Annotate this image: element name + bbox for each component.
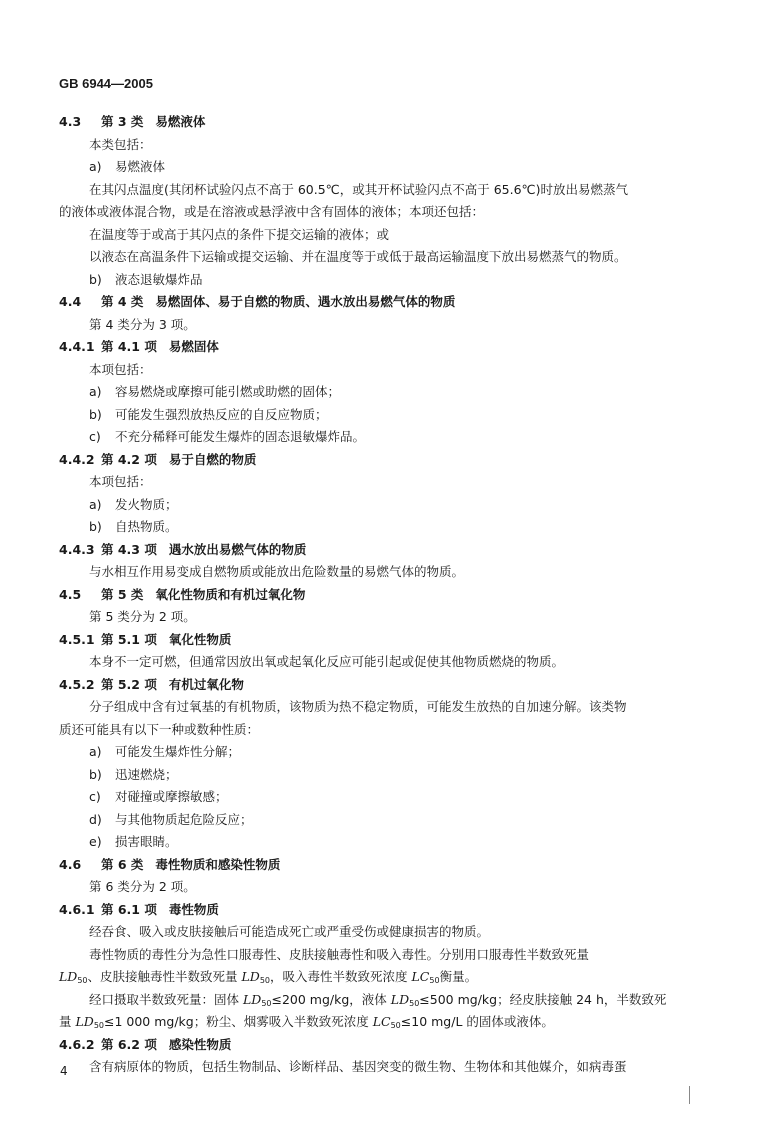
- list-item: a) 易燃液体: [89, 159, 166, 174]
- page-number: 4: [60, 1064, 68, 1078]
- section-heading-4-5: 4.5 第 5 类 氧化性物质和有机过氧化物: [59, 586, 306, 602]
- section-heading-4-6-2: 4.6.2 第 6.2 项 感染性物质: [59, 1036, 232, 1052]
- paragraph: 的液体或液体混合物，或是在溶液或悬浮液中含有固体的液体；本项还包括：: [59, 204, 485, 219]
- paragraph: 含有病原体的物质，包括生物制品、诊断样品、基因突变的微生物、生物体和其他媒介，如病毒蛋: [89, 1059, 627, 1074]
- paragraph: 经吞食、吸入或皮肤接触后可能造成死亡或严重受伤或健康损害的物质。: [89, 924, 490, 939]
- list-item: b) 液态退敏爆炸品: [89, 271, 203, 287]
- section-heading-4-5-2: 4.5.2 第 5.2 项 有机过氧化物: [59, 676, 244, 692]
- list-item: c) 不充分稀释可能发生爆炸的固态退敏爆炸品。: [89, 429, 366, 444]
- section-heading-4-6: 4.6 第 6 类 毒性物质和感染性物质: [59, 856, 281, 872]
- paragraph: 第 4 类分为 3 项。: [89, 316, 196, 332]
- paragraph: $LD_{50}$、皮肤接触毒性半数致死量 $LD_{50}$，吸入毒性半数致死浓度 $LC_{50}$衡量。: [59, 969, 478, 985]
- paragraph: 量 $LD_{50}\le 1$ 000 mg/kg；粉尘、烟雾吸入半数致死浓度 $LC_{50}\le 10$ mg/L 的固体或液体。: [59, 1014, 554, 1030]
- paragraph: 毒性物质的毒性分为急性口服毒性、皮肤接触毒性和吸入毒性。分别用口服毒性半数致死量: [89, 946, 590, 962]
- section-heading-4-4-3: 4.4.3 第 4.3 项 遇水放出易燃气体的物质: [59, 541, 307, 557]
- paragraph: 本类包括：: [89, 136, 152, 152]
- section-heading-4-4-1: 4.4.1 第 4.1 项 易燃固体: [59, 339, 219, 354]
- paragraph: 本项包括：: [89, 474, 152, 489]
- paragraph: 在温度等于或高于其闪点的条件下提交运输的液体；或: [89, 226, 390, 242]
- list-item: a) 可能发生爆炸性分解；: [89, 744, 241, 759]
- paragraph: 在其闪点温度(其闭杯试验闪点不高于 60.5℃，或其开杯试验闪点不高于 65.6℃)时放出易燃蒸气: [89, 181, 628, 197]
- document-body: [59, 114, 709, 1082]
- paragraph: 经口摄取半数致死量：固体 $LD_{50}\le 200$ mg/kg，液体 $LD_{50}\le 500$ mg/kg；经皮肤接触 24 h，半数致死: [89, 991, 667, 1008]
- paragraph: 第 5 类分为 2 项。: [89, 609, 196, 624]
- paragraph: 分子组成中含有过氧基的有机物质，该物质为热不稳定物质，可能发生放热的自加速分解。该类物: [89, 699, 627, 714]
- paragraph: 以液态在高温条件下运输或提交运输、并在温度等于或低于最高运输温度下放出易燃蒸气的物质。: [89, 249, 627, 264]
- list-item: c) 对碰撞或摩擦敏感；: [89, 789, 228, 804]
- list-item: e) 损害眼睛。: [89, 834, 178, 849]
- standard-header: GB 6944—2005: [59, 76, 153, 91]
- list-item: a) 容易燃烧或摩擦可能引燃或助燃的固体；: [89, 384, 341, 399]
- scan-mark: [689, 1086, 690, 1104]
- paragraph: 质还可能具有以下一种或数种性质：: [59, 721, 260, 737]
- section-heading-4-4-2: 4.4.2 第 4.2 项 易于自燃的物质: [59, 451, 257, 467]
- section-heading-4-3: 4.3 第 3 类 易燃液体: [59, 114, 206, 129]
- paragraph: 与水相互作用易变成自燃物质或能放出危险数量的易燃气体的物质。: [89, 564, 465, 579]
- list-item: b) 可能发生强烈放热反应的自反应物质；: [89, 406, 328, 422]
- section-heading-4-5-1: 4.5.1 第 5.1 项 氧化性物质: [59, 631, 232, 647]
- list-item: d) 与其他物质起危险反应；: [89, 811, 253, 827]
- section-heading-4-4: 4.4 第 4 类 易燃固体、易于自燃的物质、遇水放出易燃气体的物质: [59, 294, 456, 309]
- paragraph: 第 6 类分为 2 项。: [89, 879, 196, 894]
- list-item: a) 发火物质；: [89, 496, 178, 512]
- list-item: b) 迅速燃烧；: [89, 766, 178, 782]
- paragraph: 本项包括：: [89, 361, 152, 377]
- list-item: b) 自热物质。: [89, 519, 178, 534]
- paragraph: 本身不一定可燃，但通常因放出氧或起氧化反应可能引起或促使其他物质燃烧的物质。: [89, 654, 565, 669]
- section-heading-4-6-1: 4.6.1 第 6.1 项 毒性物质: [59, 901, 219, 917]
